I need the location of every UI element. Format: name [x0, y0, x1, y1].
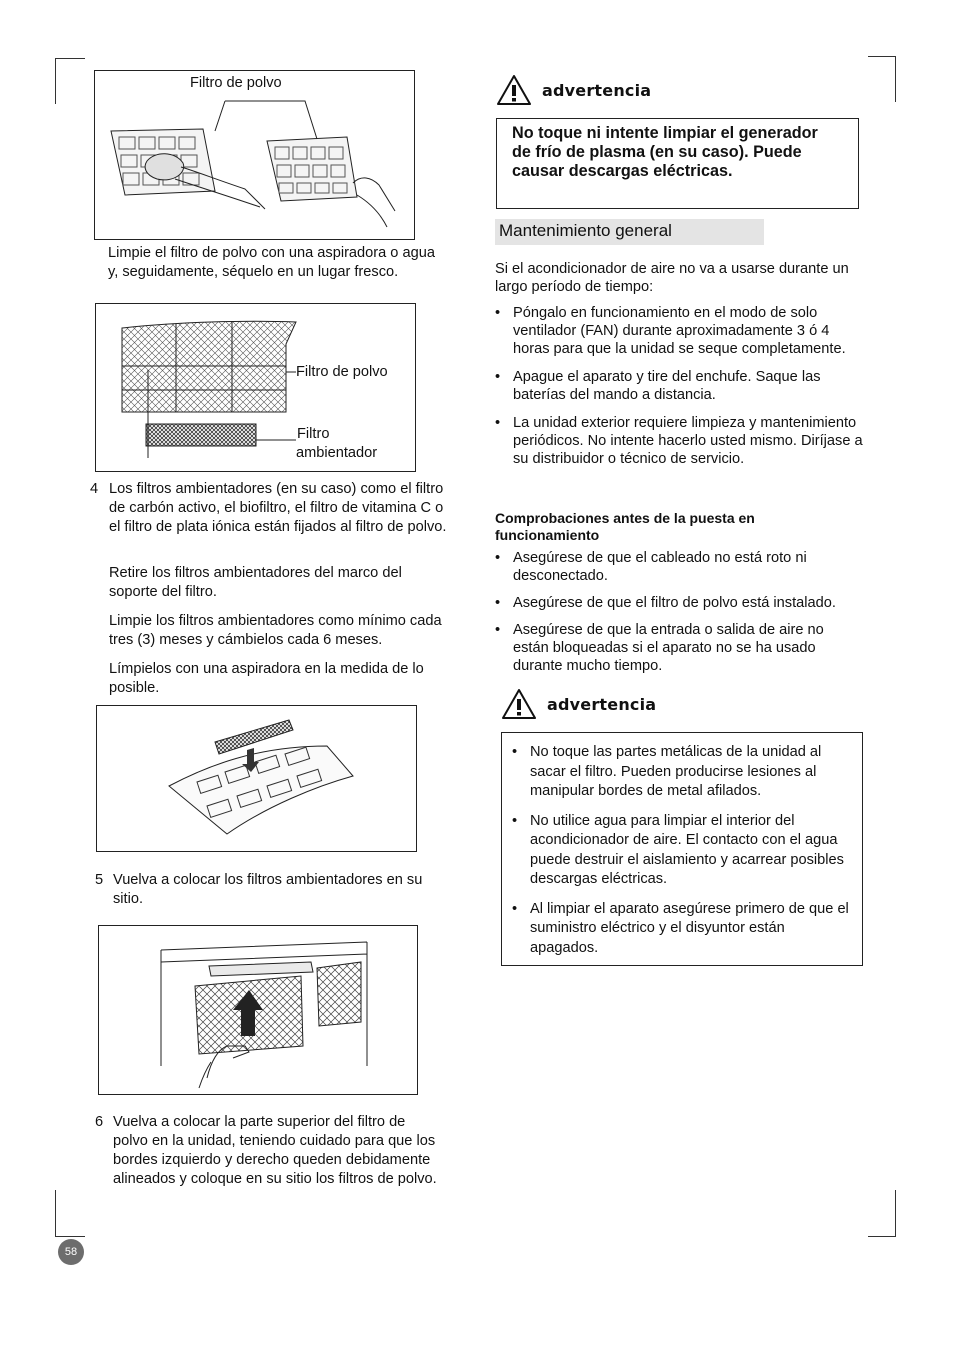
warning-triangle-icon: [496, 74, 532, 106]
warning-2-header: [501, 688, 656, 720]
crop-mark: [895, 1190, 896, 1236]
maintenance-bullet: • Apague el aparato y tire del enchufe. Saque las baterías del mando a distancia.: [495, 368, 865, 404]
fig2-label-dust-filter: Filtro de polvo: [296, 364, 388, 380]
filter-reinstall-illustration: [99, 926, 419, 1096]
dust-filter-illustration: [95, 71, 416, 241]
section-title-general-maintenance: Mantenimiento general: [495, 219, 764, 245]
step-5-number: 5: [95, 872, 104, 888]
page-number-badge: 58: [58, 1239, 84, 1265]
figure-filter-reinstall: [98, 925, 418, 1095]
step-6-text: Vuelva a colocar la parte superior del filtro de polvo en la unidad, teniendo cuidado para que los bordes izquierdo y derecho queden debidamente alineados y coloque en su sitio los filtros de polvo.: [113, 1114, 437, 1187]
figure-filter-parts: [95, 303, 416, 472]
step-4-paragraph-4: Límpielos con una aspiradora en la medida de lo posible.: [109, 661, 424, 696]
step-4-number: 4: [90, 481, 99, 497]
fig2-label-amb-filter-line2: ambientador: [296, 445, 378, 461]
warning-1-title: advertencia: [542, 80, 652, 100]
warning-triangle-icon: [501, 688, 537, 720]
crop-mark: [868, 56, 896, 57]
subheading-pre-operation-checks: Comprobaciones antes de la puesta en funcionamiento: [495, 510, 755, 543]
check-bullet: • Asegúrese de que la entrada o salida de aire no están bloqueadas si el aparato no se ha usado durante mucho tiempo.: [495, 621, 863, 675]
figure-dust-filter-cleaning: [94, 70, 415, 240]
step-4-paragraph-2: Retire los filtros ambientadores del marco del soporte del filtro.: [109, 565, 402, 600]
warning-1-box: [496, 118, 859, 209]
crop-mark: [55, 58, 56, 104]
maintenance-intro: Si el acondicionador de aire no va a usarse durante un largo período de tiempo:: [495, 261, 849, 295]
warning-2-box: [501, 732, 863, 966]
maintenance-bullets: [495, 304, 865, 477]
step-4-paragraph-1: Los filtros ambientadores (en su caso) como el filtro de carbón activo, el biofiltro, el filtro de vitamina C o el filtro de plata iónica están fijados al filtro de polvo.: [109, 481, 447, 535]
crop-mark: [55, 1190, 56, 1236]
check-bullet: • Asegúrese de que el filtro de polvo está instalado.: [495, 594, 875, 612]
fig2-label-amb-filter-line1: Filtro: [297, 426, 330, 442]
maintenance-bullet: • Póngalo en funcionamiento en el modo de solo ventilador (FAN) durante aproximadamente 3 ó 4 horas para que la unidad se seque completamente.: [495, 304, 865, 358]
crop-mark: [868, 1236, 896, 1237]
crop-mark: [895, 56, 896, 102]
maintenance-bullet: • La unidad exterior requiere limpieza y mantenimiento periódicos. No intente hacerlo usted mismo. Diríjase a su distribuidor o técnico de servicio.: [495, 414, 865, 468]
amb-filter-removal-illustration: [97, 706, 418, 853]
warning-2-bullet: • No toque las partes metálicas de la unidad al sacar el filtro. Pueden producirse lesiones al manipular bordes de metal afilados.: [512, 743, 850, 802]
step-5-text: Vuelva a colocar los filtros ambientadores en su sitio.: [113, 872, 423, 907]
warning-2-bullet: • No utilice agua para limpiar el interior del acondicionador de aire. El contacto con el agua puede destruir el aislamiento y acarrear posibles descargas eléctricas.: [512, 812, 850, 890]
check-bullets: [495, 549, 875, 684]
warning-2-title: advertencia: [547, 694, 657, 714]
figure-amb-filter-removal: [96, 705, 417, 852]
crop-mark: [55, 58, 85, 59]
fig1-label-dust-filter: Filtro de polvo: [190, 75, 282, 91]
warning-1-text: No toque ni intente limpiar el generador de frío de plasma (en su caso). Puede causar descargas eléctricas.: [512, 124, 818, 180]
check-bullet: • Asegúrese de que el cableado no está roto ni desconectado.: [495, 549, 853, 585]
warning-1-header: [496, 74, 651, 106]
step-4-paragraph-3: Limpie los filtros ambientadores como mínimo cada tres (3) meses y cámbielos cada 6 meses.: [109, 613, 442, 648]
crop-mark: [55, 1236, 85, 1237]
fig1-caption: Limpie el filtro de polvo con una aspiradora o agua y, seguidamente, séquelo en un lugar fresco.: [108, 245, 435, 280]
warning-2-bullets: [512, 743, 850, 967]
step-6-number: 6: [95, 1114, 104, 1130]
warning-2-bullet: • Al limpiar el aparato asegúrese primero de que el suministro eléctrico y el disyuntor están apagados.: [512, 900, 850, 959]
